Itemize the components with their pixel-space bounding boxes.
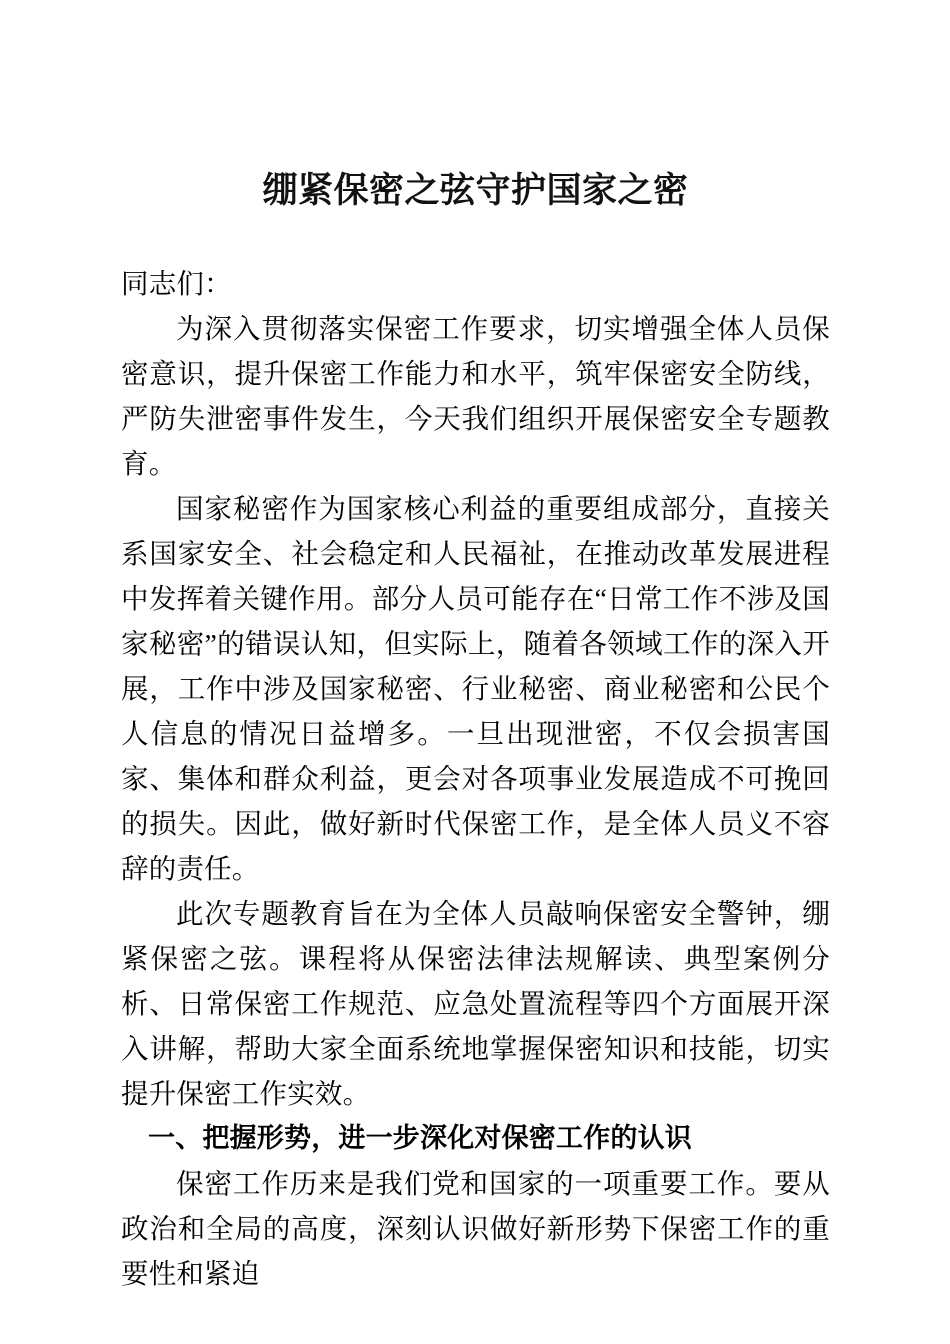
document-body [121, 0, 830, 1296]
salutation: 同志们： [121, 268, 232, 299]
section-paragraph-1: 保密工作历来是我们党和国家的一项重要工作。要从政治和全局的高度，深刻认识做好新形势下保密工作的重要性和紧迫 [121, 1168, 830, 1289]
body-paragraph-1: 为深入贯彻落实保密工作要求，切实增强全体人员保密意识，提升保密工作能力和水平，筑牢保密安全防线，严防失泄密事件发生，今天我们组织开展保密安全专题教育。 [121, 313, 830, 479]
section-heading-1: 一、把握形势，进一步深化对保密工作的认识 [148, 1123, 692, 1153]
body-paragraph-3: 此次专题教育旨在为全体人员敲响保密安全警钟，绷紧保密之弦。课程将从保密法律法规解读、典型案例分析、日常保密工作规范、应急处置流程等四个方面展开深入讲解，帮助大家全面系统地掌握保密知识和技能，切实提升保密工作实效。 [121, 898, 830, 1109]
body-paragraph-2: 国家秘密作为国家核心利益的重要组成部分，直接关系国家安全、社会稳定和人民福祉，在推动改革发展进程中发挥着关键作用。部分人员可能存在“日常工作不涉及国家秘密”的错误认知，但实际上，随着各领域工作的深入开展，工作中涉及国家秘密、行业秘密、商业秘密和公民个人信息的情况日益增多。一旦出现泄密，不仅会损害国家、集体和群众利益，更会对各项事业发展造成不可挽回的损失。因此，做好新时代保密工作，是全体人员义不容辞的责任。 [121, 493, 830, 884]
document-title: 绷紧保密之弦守护国家之密 [262, 171, 689, 210]
